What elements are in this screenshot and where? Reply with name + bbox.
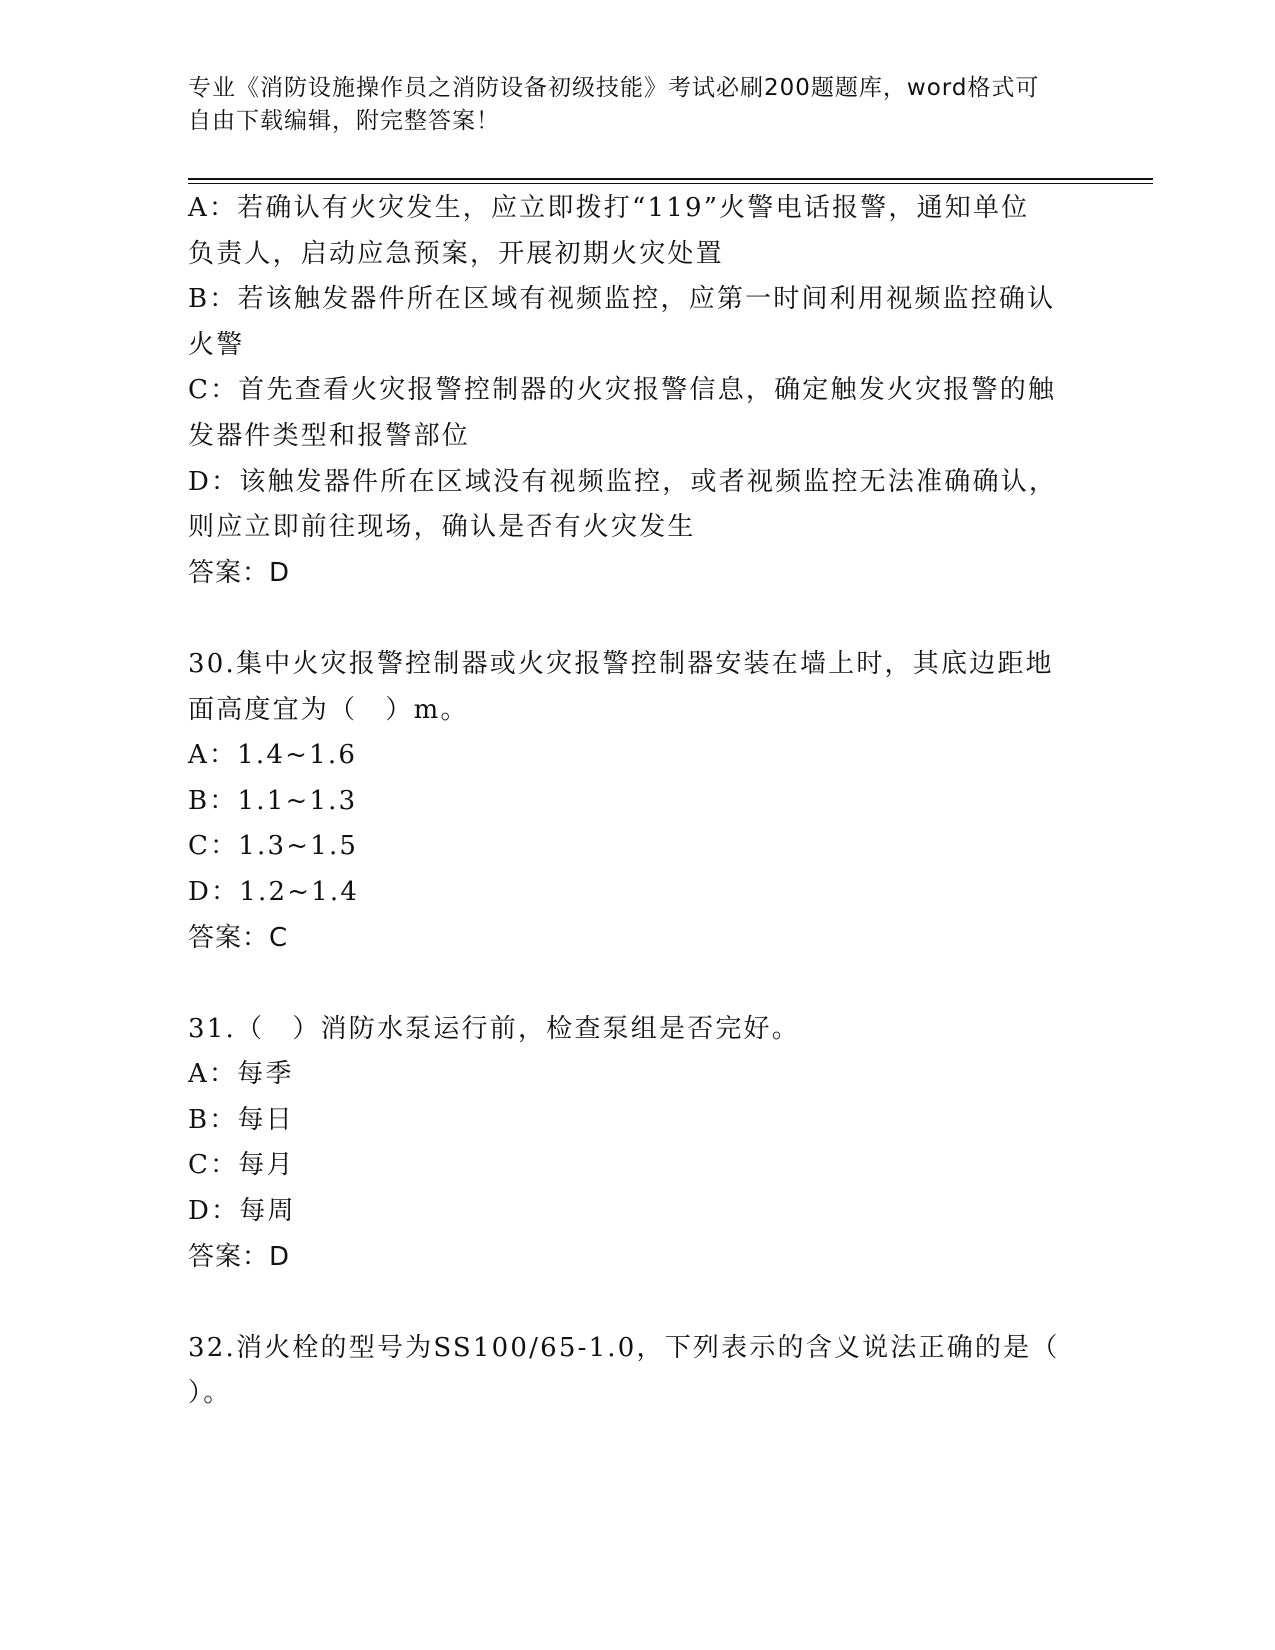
question-31-option-d: D：每周	[188, 1196, 296, 1227]
question-30-option-a: A：1.4~1.6	[188, 740, 358, 771]
question-31	[188, 1007, 1088, 1281]
question-30-option-b: B：1.1~1.3	[188, 785, 358, 816]
question-30-stem-line-2: 面高度宜为（ ）m。	[188, 694, 469, 725]
question-30-option-c: C：1.3~1.5	[188, 831, 359, 862]
spacer	[188, 596, 1088, 642]
option-a-line-1: A：若确认有火灾发生，应立即拨打“119”火警电话报警，通知单位	[188, 193, 1030, 223]
option-d-line-2: 则应立即前往现场，确认是否有火灾发生	[188, 512, 696, 543]
question-30-option-d: D：1.2~1.4	[188, 876, 360, 907]
header-divider-thick	[188, 178, 1153, 180]
question-29-options	[188, 186, 1088, 596]
spacer	[188, 1280, 1088, 1326]
option-d-line-1: D：该触发器件所在区域没有视频监控，或者视频监控无法准确确认，	[188, 466, 1058, 497]
option-c-line-2: 发器件类型和报警部位	[188, 420, 471, 451]
header-line-2: 自由下载编辑，附完整答案！	[188, 108, 500, 134]
header-line-1: 专业《消防设施操作员之消防设备初级技能》考试必刷200题题库，word格式可	[188, 75, 1040, 101]
answer-29: 答案：D	[188, 557, 291, 588]
header-divider-thin	[188, 183, 1153, 184]
question-32	[188, 1326, 1088, 1417]
question-31-option-b: B：每日	[188, 1104, 294, 1135]
spacer	[188, 961, 1088, 1007]
question-32-stem-line-2: ）。	[188, 1378, 232, 1409]
question-30	[188, 642, 1088, 961]
question-content	[188, 186, 1088, 1417]
question-31-option-c: C：每月	[188, 1150, 295, 1181]
option-b-line-2: 火警	[188, 329, 245, 360]
question-31-option-a: A：每季	[188, 1059, 294, 1090]
answer-31: 答案：D	[188, 1241, 291, 1272]
option-c-line-1: C：首先查看火灾报警控制器的火灾报警信息，确定触发火灾报警的触	[188, 375, 1057, 406]
option-a-line-2: 负责人，启动应急预案，开展初期火灾处置	[188, 238, 724, 269]
option-b-line-1: B：若该触发器件所在区域有视频监控，应第一时间利用视频监控确认	[188, 284, 1056, 315]
answer-30: 答案：C	[188, 922, 289, 953]
question-31-stem: 31.（ ）消防水泵运行前，检查泵组是否完好。	[188, 1013, 800, 1044]
question-30-stem-line-1: 30.集中火灾报警控制器或火灾报警控制器安装在墙上时，其底边距地	[188, 648, 1054, 679]
question-32-stem-line-1: 32.消火栓的型号为SS100/65-1.0，下列表示的含义说法正确的是（	[188, 1332, 1060, 1363]
document-header	[188, 72, 1068, 138]
